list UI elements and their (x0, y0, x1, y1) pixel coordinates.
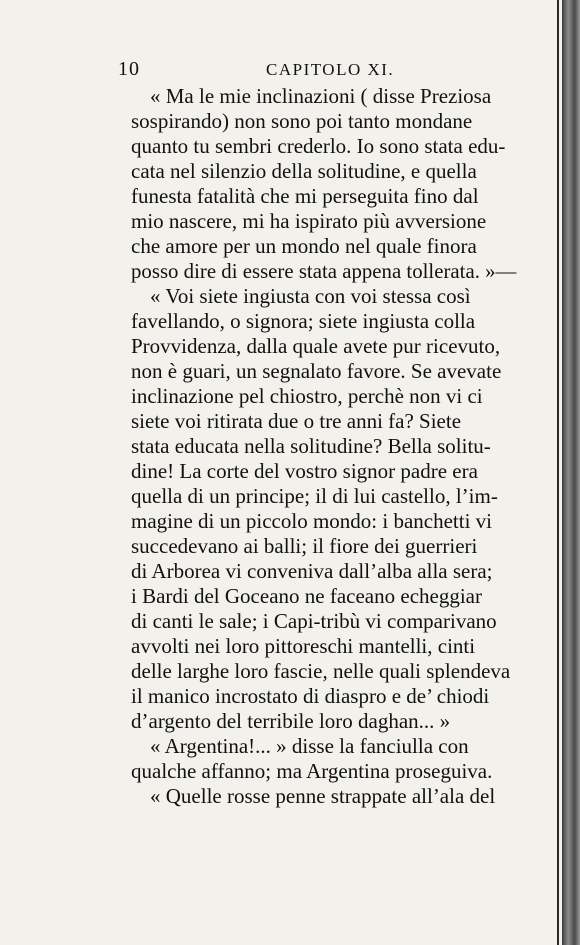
text-line: quanto tu sembri crederlo. Io sono stata edu- (131, 134, 506, 158)
text-line: dine! La corte del vostro signor padre era (131, 459, 478, 483)
text-line: cata nel silenzio della solitudine, e quella (131, 159, 477, 183)
text-line: « Quelle rosse penne strappate all’ala del (150, 784, 496, 808)
text-line: di canti le sale; i Capi-tribù vi comparivano (131, 609, 497, 633)
text-line: che amore per un mondo nel quale finora (131, 234, 477, 258)
text-line: « Argentina!... » disse la fanciulla con (150, 734, 469, 758)
text-line: avvolti nei loro pittoreschi mantelli, cinti (131, 634, 476, 658)
text-line: delle larghe loro fascie, nelle quali splendeva (131, 659, 511, 683)
text-line: qualche affanno; ma Argentina proseguiva. (131, 759, 493, 783)
chapter-title: CAPITOLO XI. (266, 60, 395, 79)
text-line: « Ma le mie inclinazioni ( disse Preziosa (150, 84, 492, 108)
text-line: inclinazione pel chiostro, perchè non vi ci (131, 384, 483, 408)
text-line: d’argento del terribile loro daghan... » (131, 709, 451, 733)
text-line: « Voi siete ingiusta con voi stessa così (150, 284, 471, 308)
text-line: i Bardi del Goceano ne faceano echeggiar (131, 584, 482, 608)
text-line: succedevano ai balli; il fiore dei guerrieri (131, 534, 478, 558)
text-line: posso dire di essere stata appena tollerata. »— (131, 259, 517, 283)
text-line: non è guari, un segnalato favore. Se avevate (131, 359, 502, 383)
text-line: quella di un principe; il di lui castello, l’im- (131, 484, 498, 508)
running-header (118, 58, 518, 84)
text-line: magine di un piccolo mondo: i banchetti vi (131, 509, 493, 533)
text-line: siete voi ritirata due o tre anni fa? Siete (131, 409, 462, 433)
page-number: 10 (118, 58, 140, 80)
text-line: stata educata nella solitudine? Bella solitu- (131, 434, 491, 458)
text-line: favellando, o signora; siete ingiusta colla (131, 309, 476, 333)
text-line: sospirando) non sono poi tanto mondane (131, 109, 473, 133)
page-edge-shadow (557, 0, 559, 945)
text-line: di Arborea vi conveniva dall’alba alla sera; (131, 559, 493, 583)
text-line: funesta fatalità che mi perseguita fino dal (131, 184, 479, 208)
text-line: il manico incrostato di diaspro e de’ chiodi (131, 684, 490, 708)
text-line: Provvidenza, dalla quale avete pur ricevuto, (131, 334, 501, 358)
book-edge (562, 0, 580, 945)
text-line: mio nascere, mi ha ispirato più avversione (131, 209, 487, 233)
